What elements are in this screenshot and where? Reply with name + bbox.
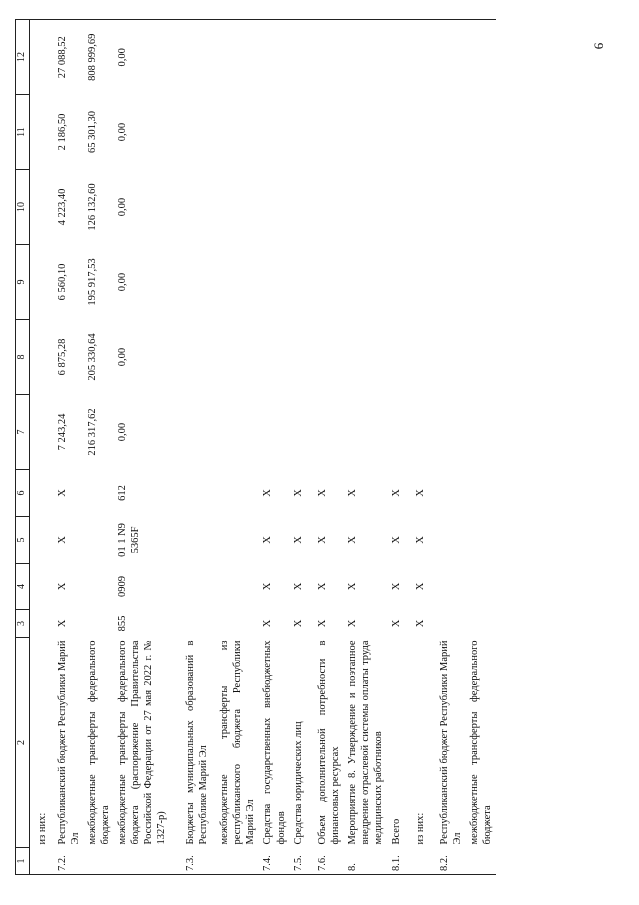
table-row: [182, 20, 216, 875]
cell-total: [388, 20, 412, 95]
cell-kbk-ministry: [436, 610, 466, 638]
cell-target-article: [84, 517, 114, 564]
row-name: из них:: [414, 812, 426, 845]
col-header: 11: [16, 95, 30, 170]
cell-year-5: [344, 95, 388, 170]
cell-target-article: Х: [292, 536, 304, 544]
cell-kbk-ministry: [182, 610, 216, 638]
col-header: 3: [16, 610, 30, 638]
cell-year-5: [216, 95, 259, 170]
cell-year-1: [314, 395, 344, 470]
cell-year-2: 205 330,64: [86, 333, 98, 381]
cell-year-4: [182, 170, 216, 245]
cell-expense-type: Х: [292, 489, 304, 497]
cell-year-3: [182, 245, 216, 320]
cell-year-2: [314, 320, 344, 395]
col-header: 10: [16, 170, 30, 245]
cell-year-4: [30, 170, 54, 245]
cell-year-5: 65 301,30: [86, 111, 98, 153]
table-row: [30, 20, 54, 875]
cell-year-1: [388, 395, 412, 470]
cell-year-4: [344, 170, 388, 245]
cell-year-3: [344, 245, 388, 320]
row-number: 7.3.: [182, 848, 216, 875]
cell-target-article: Х: [56, 536, 68, 544]
row-name: Всего: [390, 818, 402, 845]
cell-target-article: Х: [262, 536, 274, 544]
row-name: из них:: [37, 812, 48, 845]
cell-expense-type: [216, 470, 259, 517]
row-number: [466, 848, 496, 875]
cell-expense-type: Х: [262, 489, 274, 497]
row-number: 8.1.: [388, 848, 412, 875]
row-number: 7.6.: [314, 848, 344, 875]
budget-table: [15, 19, 496, 875]
cell-section: [216, 564, 259, 610]
cell-year-5: [388, 95, 412, 170]
table-row: [84, 20, 114, 875]
cell-kbk-ministry: Х: [56, 619, 68, 628]
row-name: межбюджетные трансферты федерального бюджета: [469, 640, 494, 845]
row-name: Республиканский бюджет Республики Марий Эл: [56, 640, 81, 845]
cell-year-5: [412, 95, 436, 170]
cell-section: Х: [292, 582, 304, 591]
cell-year-2: [388, 320, 412, 395]
cell-year-2: [290, 320, 314, 395]
cell-target-article: [182, 517, 216, 564]
row-number: 7.2.: [54, 848, 84, 875]
cell-year-4: [216, 170, 259, 245]
cell-year-4: [290, 170, 314, 245]
row-number: [114, 848, 182, 875]
cell-kbk-ministry: Х: [414, 619, 426, 628]
cell-total: [344, 20, 388, 95]
cell-kbk-ministry: [466, 610, 496, 638]
table-row: [412, 20, 436, 875]
row-number: [84, 848, 114, 875]
cell-year-5: [30, 95, 54, 170]
cell-section: [84, 564, 114, 610]
cell-kbk-ministry: 855: [117, 615, 128, 632]
table-row: [259, 20, 289, 875]
col-header: 1: [16, 848, 30, 875]
cell-year-2: [30, 320, 54, 395]
table-row: [466, 20, 496, 875]
table-row: [388, 20, 412, 875]
cell-year-1: [182, 395, 216, 470]
cell-expense-type: [84, 470, 114, 517]
row-number: 7.4.: [259, 848, 289, 875]
col-header: 7: [16, 395, 30, 470]
cell-total: [436, 20, 466, 95]
cell-expense-type: [182, 470, 216, 517]
page-number: 9: [591, 42, 607, 50]
cell-year-3: [290, 245, 314, 320]
cell-year-4: 0,00: [117, 197, 128, 217]
cell-total: [182, 20, 216, 95]
cell-total: [216, 20, 259, 95]
col-header: 12: [16, 20, 30, 95]
cell-section: Х: [346, 582, 358, 591]
cell-year-1: 216 317,62: [86, 408, 98, 456]
cell-year-3: 195 917,53: [86, 258, 98, 306]
row-name: Средства юридических лиц: [292, 721, 304, 845]
cell-year-4: 126 132,60: [86, 183, 98, 231]
cell-year-2: [436, 320, 466, 395]
cell-year-1: [290, 395, 314, 470]
cell-total: 0,00: [114, 20, 182, 95]
cell-year-2: [344, 320, 388, 395]
cell-kbk-ministry: Х: [390, 619, 402, 628]
cell-year-4: [466, 170, 496, 245]
cell-year-5: [466, 95, 496, 170]
cell-kbk-ministry: [84, 610, 114, 638]
cell-year-3: 0,00: [117, 272, 128, 292]
cell-expense-type: [436, 470, 466, 517]
cell-section: Х: [316, 582, 328, 591]
cell-expense-type: [466, 470, 496, 517]
cell-section: [466, 564, 496, 610]
cell-year-1: [216, 395, 259, 470]
cell-target-article: [216, 517, 259, 564]
cell-year-3: [412, 245, 436, 320]
table-row: [290, 20, 314, 875]
cell-section: [30, 564, 54, 610]
cell-year-5: [436, 95, 466, 170]
cell-total: 27 088,52: [54, 20, 84, 95]
cell-year-5: [290, 95, 314, 170]
col-header: 4: [16, 564, 30, 610]
cell-expense-type: 612: [117, 485, 128, 501]
cell-target-article: Х: [316, 536, 328, 544]
cell-total: 808 999,69: [84, 20, 114, 95]
row-name: межбюджетные трансферты федерального бюджета (распоряжение Правительства Российской Федерации от 27 мая 2022 г. № 1327-р): [117, 640, 168, 845]
cell-target-article: [30, 517, 54, 564]
row-number: [216, 848, 259, 875]
cell-section: 0909: [117, 576, 128, 597]
cell-year-5: [259, 95, 289, 170]
cell-year-5: [182, 95, 216, 170]
cell-kbk-ministry: Х: [292, 619, 304, 628]
col-header: 9: [16, 245, 30, 320]
cell-year-3: [466, 245, 496, 320]
cell-target-article: Х: [390, 536, 402, 544]
cell-year-1: [436, 395, 466, 470]
table-row: [314, 20, 344, 875]
cell-expense-type: [30, 470, 54, 517]
table-row: [436, 20, 466, 875]
cell-section: Х: [390, 582, 402, 591]
cell-year-4: [436, 170, 466, 245]
row-name: межбюджетные трансферты из республиканского бюджета Республики Марий Эл: [219, 640, 257, 845]
cell-target-article: Х: [414, 536, 426, 544]
cell-year-3: 6 560,10: [56, 263, 68, 301]
row-name: Республиканский бюджет Республики Марий Эл: [438, 640, 463, 845]
row-number: 7.5.: [290, 848, 314, 875]
cell-year-5: 2 186,50: [56, 113, 68, 151]
cell-expense-type: Х: [346, 489, 358, 497]
cell-year-3: [388, 245, 412, 320]
row-number: [412, 848, 436, 875]
cell-year-5: [314, 95, 344, 170]
cell-year-1: [30, 395, 54, 470]
cell-total: [30, 20, 54, 95]
rotated-page: [15, 20, 615, 875]
cell-kbk-ministry: [30, 610, 54, 638]
cell-total: [259, 20, 289, 95]
cell-year-3: [314, 245, 344, 320]
cell-expense-type: Х: [56, 489, 68, 497]
cell-year-4: [314, 170, 344, 245]
cell-kbk-ministry: [216, 610, 259, 638]
row-name: Средства государственных внебюджетных фондов: [262, 640, 287, 845]
cell-target-article: Х: [346, 536, 358, 544]
cell-year-2: 0,00: [117, 347, 128, 367]
cell-year-2: [412, 320, 436, 395]
cell-total: [290, 20, 314, 95]
row-name: Объем дополнительной потребности в финансовых ресурсах: [316, 640, 341, 845]
cell-year-2: 6 875,28: [56, 338, 68, 376]
row-name: Мероприятие 8. Утверждение и поэтапное внедрение отраслевой системы оплаты труда медицинских работников: [346, 640, 385, 845]
header-row: [16, 20, 30, 875]
cell-year-3: [216, 245, 259, 320]
row-number: 8.2.: [436, 848, 466, 875]
cell-expense-type: Х: [414, 489, 426, 497]
cell-year-2: [182, 320, 216, 395]
row-name: Бюджеты муниципальных образований в Республике Марий Эл: [185, 640, 210, 845]
cell-total: [314, 20, 344, 95]
table-row: [114, 20, 182, 875]
cell-year-1: [259, 395, 289, 470]
cell-year-4: [259, 170, 289, 245]
cell-year-1: [412, 395, 436, 470]
cell-year-4: [412, 170, 436, 245]
cell-kbk-ministry: Х: [346, 619, 358, 628]
cell-year-1: 7 243,24: [56, 413, 68, 451]
cell-section: Х: [262, 582, 274, 591]
col-header: 6: [16, 470, 30, 517]
cell-section: Х: [56, 582, 68, 591]
cell-kbk-ministry: Х: [316, 619, 328, 628]
cell-total: [466, 20, 496, 95]
cell-year-3: [436, 245, 466, 320]
cell-total: [412, 20, 436, 95]
cell-expense-type: Х: [316, 489, 328, 497]
cell-year-1: 0,00: [117, 422, 128, 442]
cell-section: Х: [414, 582, 426, 591]
row-number: [30, 848, 54, 875]
cell-target-article: [466, 517, 496, 564]
cell-year-1: [466, 395, 496, 470]
cell-section: [436, 564, 466, 610]
col-header: 5: [16, 517, 30, 564]
cell-year-2: [466, 320, 496, 395]
row-number: 8.: [344, 848, 388, 875]
table-row: [216, 20, 259, 875]
cell-expense-type: Х: [390, 489, 402, 497]
cell-year-2: [216, 320, 259, 395]
cell-section: [182, 564, 216, 610]
col-header: 8: [16, 320, 30, 395]
table-row: [344, 20, 388, 875]
cell-target-article: 01 1 N9 5365F: [117, 523, 142, 557]
cell-year-1: [344, 395, 388, 470]
cell-year-5: 0,00: [117, 122, 128, 142]
cell-year-3: [30, 245, 54, 320]
cell-kbk-ministry: Х: [262, 619, 274, 628]
row-name: межбюджетные трансферты федерального бюджета: [86, 640, 111, 845]
col-header: 2: [16, 638, 30, 848]
cell-year-3: [259, 245, 289, 320]
table-row: [54, 20, 84, 875]
cell-year-4: [388, 170, 412, 245]
cell-year-2: [259, 320, 289, 395]
cell-year-4: 4 223,40: [56, 188, 68, 226]
cell-target-article: [436, 517, 466, 564]
